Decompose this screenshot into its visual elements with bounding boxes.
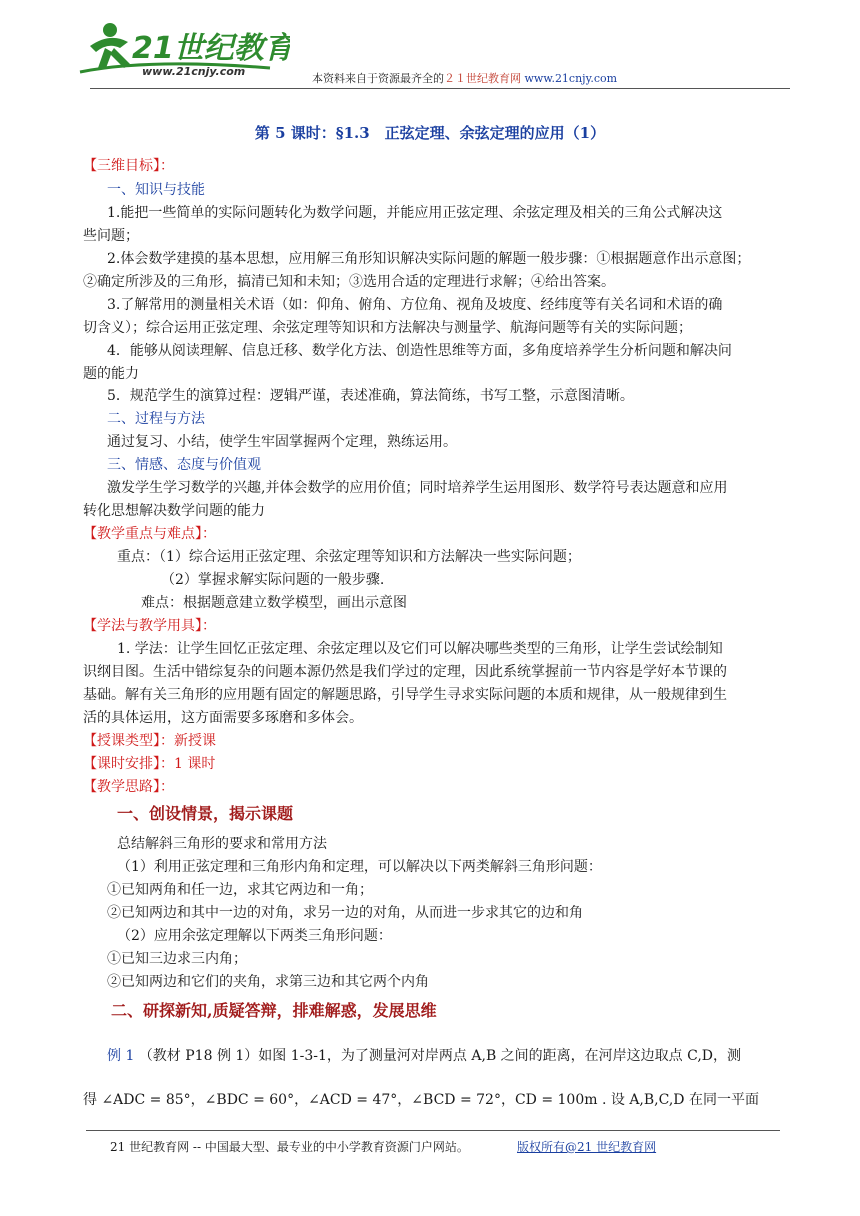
text-line: ②已知两边和它们的夹角，求第三边和其它两个内角 — [107, 974, 429, 990]
text-line: 基础。解有关三角形的应用题有固定的解题思路，引导学生寻求实际问题的本质和规律，从一般规律到生 — [83, 687, 727, 703]
text-line: 激发学生学习数学的兴趣,并体会数学的应用价值；同时培养学生运用图形、数学符号表达题意和应用 — [107, 480, 728, 496]
footer-divider — [86, 1130, 780, 1131]
example-label: 例 1 — [107, 1048, 135, 1064]
text-line: 转化思想解决数学问题的能力 — [83, 503, 265, 519]
example-1-line-1 — [107, 1046, 741, 1066]
text-line: ②确定所涉及的三角形，搞清已知和未知；③选用合适的定理进行求解；④给出答案。 — [83, 274, 615, 290]
text-line: 1. 学法：让学生回忆正弦定理、余弦定理以及它们可以解决哪些类型的三角形，让学生尝试绘制知 — [117, 641, 723, 657]
text-line: 难点：根据题意建立数学模型，画出示意图 — [141, 595, 407, 611]
text-line: ②已知两边和其中一边的对角，求另一边的对角，从而进一步求其它的边和角 — [107, 905, 583, 921]
site-logo — [70, 18, 290, 80]
text-line: 2.体会数学建摸的基本思想，应用解三角形知识解决实际问题的解题一般步骤：①根据题意作出示意图； — [107, 251, 751, 267]
text-line: 总结解斜三角形的要求和常用方法 — [117, 836, 327, 852]
text-line: 1.能把一些简单的实际问题转化为数学问题，并能应用正弦定理、余弦定理及相关的三角公式解决这 — [107, 205, 723, 221]
header-site-name[interactable]: ２１世纪教育网 — [444, 72, 521, 85]
text-line: 重点：（1）综合运用正弦定理、余弦定理等知识和方法解决一些实际问题； — [117, 549, 581, 565]
text-line: 通过复习、小结，使学生牢固掌握两个定理，熟练运用。 — [107, 434, 457, 450]
logo-text: 21世纪教育 — [132, 31, 290, 66]
header-prefix: 本资料来自于资源最齐全的 — [312, 72, 444, 85]
text-line: 二、研探新知,质疑答辩，排难解惑，发展思维 — [111, 1001, 437, 1020]
example-text-2: 得 ∠ADC = 85°，∠BDC = 60°，∠ACD = 47°，∠BCD = 72°，CD = 100m . 设 A,B,C,D 在同一平面 — [83, 1092, 759, 1108]
text-line: 【教学重点与难点】： — [83, 526, 216, 542]
text-line: 3.了解常用的测量相关术语（如：仰角、俯角、方位角、视角及坡度、经纬度等有关名词和术语的确 — [107, 297, 723, 313]
text-line: 【课时安排】：1 课时 — [83, 756, 216, 772]
text-line: 【教学思路】： — [83, 779, 174, 795]
runner-logo-icon — [70, 18, 290, 80]
text-line: 一、知识与技能 — [107, 182, 205, 198]
text-line: 【学法与教学用具】： — [83, 618, 216, 634]
text-line: 识纲目图。生活中错综复杂的问题本源仍然是我们学过的定理，因此系统掌握前一节内容是学好本节课的 — [83, 664, 727, 680]
text-line: 活的具体运用，这方面需要多琢磨和多体会。 — [83, 710, 363, 726]
text-line: 题的能力 — [83, 366, 139, 382]
logo-url: www.21cnjy.com — [142, 65, 246, 78]
text-line: ①已知两角和任一边，求其它两边和一角； — [107, 882, 373, 898]
text-line: 一、创设情景，揭示课题 — [117, 804, 294, 823]
text-line: 【三维目标】： — [83, 158, 174, 174]
text-line: 切含义）；综合运用正弦定理、余弦定理等知识和方法解决与测量学、航海问题等有关的实际问题； — [83, 320, 692, 336]
header-site-url[interactable]: www.21cnjy.com — [524, 72, 618, 85]
text-line: 【授课类型】：新授课 — [83, 733, 216, 749]
text-line: 些问题； — [83, 228, 139, 244]
header-divider — [90, 88, 790, 89]
text-line: 三、情感、态度与价值观 — [107, 457, 261, 473]
text-line: （2）掌握求解实际问题的一般步骤. — [161, 572, 385, 588]
example-text-1: （教材 P18 例 1）如图 1-3-1，为了测量河对岸两点 A,B 之间的距离，在河岸这边取点 C,D，测 — [138, 1048, 742, 1064]
example-1-line-2 — [83, 1090, 759, 1110]
text-line: 4．能够从阅读理解、信息迁移、数学化方法、创造性思维等方面，多角度培养学生分析问题和解决问 — [107, 343, 732, 359]
text-line: （2）应用余弦定理解以下两类三角形问题： — [117, 928, 392, 944]
text-line: ①已知三边求三内角； — [107, 951, 247, 967]
header-source-line — [312, 70, 617, 86]
footer-copyright-link[interactable]: 版权所有@21 世纪教育网 — [517, 1140, 657, 1154]
footer-text: 21 世纪教育网 -- 中国最大型、最专业的中小学教育资源门户网站。 — [110, 1140, 469, 1154]
text-line: （1）利用正弦定理和三角形内角和定理，可以解决以下两类解斜三角形问题： — [117, 859, 602, 875]
page-title: 第 5 课时：§1.3 正弦定理、余弦定理的应用（1） — [254, 124, 606, 142]
text-line: 二、过程与方法 — [107, 411, 205, 427]
text-line: 5．规范学生的演算过程：逻辑严谨，表述准确，算法简练，书写工整，示意图清晰。 — [107, 388, 634, 404]
